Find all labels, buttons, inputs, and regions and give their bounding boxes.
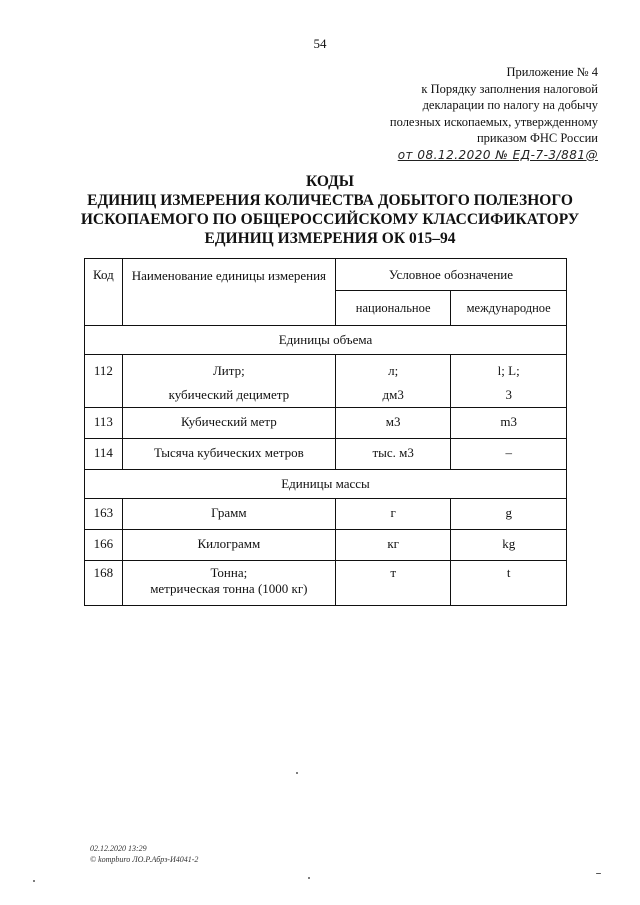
- header-code: Код: [85, 259, 123, 326]
- unit-name: Тысяча кубических метров: [122, 439, 335, 470]
- footer-stamp: [90, 843, 198, 865]
- header-national: национальное: [335, 291, 450, 326]
- appendix-line: Приложение № 4: [506, 65, 598, 79]
- unit-national-line: л;: [388, 363, 399, 378]
- unit-name: Кубический метр: [122, 408, 335, 439]
- table-row: [85, 530, 567, 561]
- unit-international-line: 3: [505, 387, 512, 402]
- unit-international-line: l; L;: [497, 363, 520, 378]
- unit-national: м3: [335, 408, 450, 439]
- unit-international: [451, 355, 567, 408]
- unit-international: m3: [451, 408, 567, 439]
- unit-name: Грамм: [122, 499, 335, 530]
- header-international: международное: [451, 291, 567, 326]
- footer-line: 02.12.2020 13:29: [90, 844, 147, 853]
- scan-speck: [33, 880, 35, 882]
- title-line: ЕДИНИЦ ИЗМЕРЕНИЯ ОК 015–94: [204, 230, 456, 247]
- unit-code: 166: [85, 530, 123, 561]
- title-line: КОДЫ: [305, 173, 355, 190]
- unit-name: [122, 561, 335, 606]
- unit-national: г: [335, 499, 450, 530]
- section-title: Единицы массы: [85, 470, 567, 499]
- table-row: [85, 499, 567, 530]
- table-row: [85, 408, 567, 439]
- appendix-line: полезных ископаемых, утвержденному: [389, 114, 598, 129]
- unit-code: 168: [85, 561, 123, 606]
- unit-national: тыс. м3: [335, 439, 450, 470]
- unit-international: kg: [451, 530, 567, 561]
- scan-speck: [596, 873, 601, 874]
- scan-speck: [296, 772, 298, 774]
- section-title: Единицы объема: [85, 326, 567, 355]
- unit-code: 114: [85, 439, 123, 470]
- appendix-header: [338, 64, 598, 163]
- unit-code: 113: [85, 408, 123, 439]
- unit-national-line: дм3: [382, 387, 404, 402]
- unit-name-line: метрическая тонна (1000 кг): [150, 581, 308, 596]
- table-row: [85, 561, 567, 606]
- title-line: ЕДИНИЦ ИЗМЕРЕНИЯ КОЛИЧЕСТВА ДОБЫТОГО ПОЛЕЗНОГО: [87, 192, 573, 209]
- header-designation: Условное обозначение: [335, 259, 566, 291]
- unit-name: [122, 355, 335, 408]
- table-row: [85, 355, 567, 408]
- title-line: ИСКОПАЕМОГО ПО ОБЩЕРОССИЙСКОМУ КЛАССИФИКАТОРУ: [80, 211, 580, 228]
- table-row: [85, 439, 567, 470]
- appendix-line: к Порядку заполнения налоговой: [421, 81, 598, 96]
- unit-national: кг: [335, 530, 450, 561]
- unit-national: т: [335, 561, 450, 606]
- scan-speck: [308, 877, 310, 879]
- document-title: [40, 172, 620, 248]
- units-table: [84, 258, 567, 606]
- unit-code: 163: [85, 499, 123, 530]
- unit-name-line: Тонна;: [210, 565, 248, 580]
- page-number: 54: [313, 36, 327, 51]
- unit-code: 112: [85, 355, 123, 408]
- unit-name: Килограмм: [122, 530, 335, 561]
- order-date-number: от 08.12.2020 № ЕД-7-3/881@: [397, 147, 598, 162]
- appendix-line: декларации по налогу на добычу: [422, 98, 598, 112]
- unit-name-line: Литр;: [212, 363, 245, 378]
- unit-national: [335, 355, 450, 408]
- section-row: [85, 470, 567, 499]
- section-row: [85, 326, 567, 355]
- appendix-line: приказом ФНС России: [476, 131, 598, 145]
- unit-international: g: [451, 499, 567, 530]
- footer-line: © kompburo ЛО.Р.Абрз-И4041-2: [90, 855, 199, 864]
- unit-international: t: [451, 561, 567, 606]
- header-name: Наименование единицы измерения: [122, 259, 335, 326]
- unit-international: –: [451, 439, 567, 470]
- unit-name-line: кубический дециметр: [168, 387, 290, 402]
